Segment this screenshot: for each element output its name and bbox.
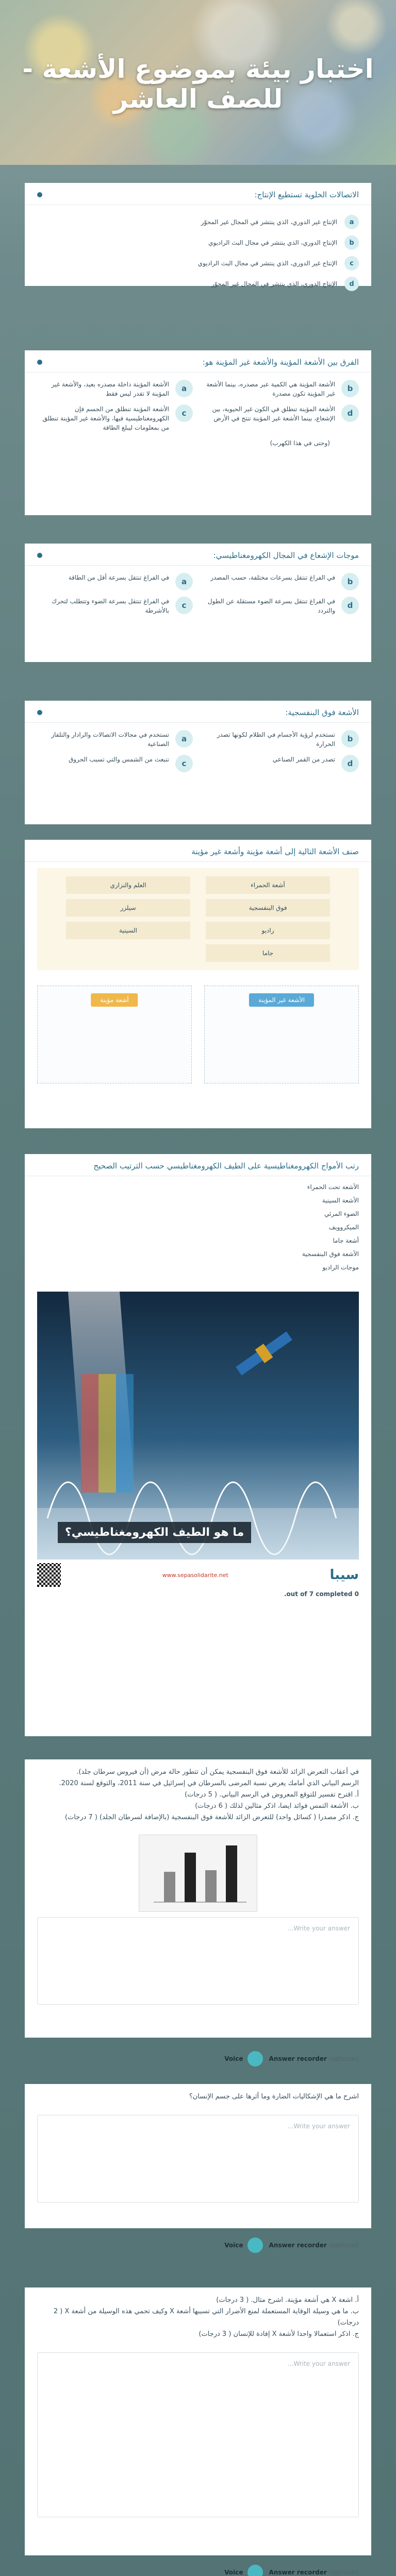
- option-letter: b: [344, 235, 359, 250]
- option-text: الأشعة المؤينة تنطلق في الكون غير الحيوية، بين الإشعاع، بينما الأشعة غير المؤينة تنتج في الأرض: [212, 405, 335, 422]
- option-letter: c: [175, 597, 193, 614]
- order-item[interactable]: أشعة جاما: [333, 1237, 359, 1244]
- question-title: [25, 544, 371, 566]
- order-card: [25, 1154, 371, 1736]
- option-text: الأشعة المؤينة داخلة مصدره بعيد، والأشعة غير المؤينة لا تقدر ليس فقط: [51, 381, 169, 397]
- option-letter: d: [341, 404, 359, 422]
- classify-card: [25, 840, 371, 1128]
- question-card-3: [25, 544, 371, 662]
- option-letter: a: [175, 380, 193, 397]
- question-text: موجات الإشعاع في المجال الكهرومغناطيسي:: [213, 551, 359, 560]
- option-letter: b: [341, 573, 359, 590]
- order-item[interactable]: الأشعة السينية: [322, 1197, 359, 1204]
- recorder-optional: (optional): [329, 2055, 359, 2062]
- question-text: [25, 1759, 371, 1831]
- video-player[interactable]: [37, 1292, 359, 1560]
- drag-item[interactable]: أشعة الحمراء: [206, 876, 330, 894]
- bullet-icon: [37, 192, 42, 197]
- question-title: [25, 840, 371, 862]
- order-list: [25, 1176, 371, 1284]
- voice-label: Voice: [224, 2569, 243, 2576]
- answer-placeholder: Write your answer...: [287, 2360, 350, 2367]
- option-b[interactable]: [203, 730, 359, 749]
- options-grid: [25, 372, 371, 439]
- option-letter: b: [341, 730, 359, 748]
- option-b[interactable]: [37, 234, 359, 251]
- answer-textarea[interactable]: [37, 2352, 359, 2517]
- question-card-2: [25, 350, 371, 515]
- drop-bins: [25, 976, 371, 1093]
- question-paragraph: أ. اقترح تفسير للتوقع المعروض في الرسم البياني. ( 5 درجات): [185, 1791, 359, 1799]
- brand-logo: سيبا: [329, 1567, 359, 1583]
- option-a[interactable]: [37, 380, 193, 398]
- option-letter: d: [344, 277, 359, 291]
- option-text: الإنتاج غير الدوري، الذي ينتشر في المجال غير المحوّر: [201, 218, 337, 226]
- option-c[interactable]: [37, 597, 193, 615]
- option-letter: b: [341, 380, 359, 397]
- graph-bar: [164, 1872, 175, 1902]
- question-text: الفرق بين الأشعة المؤينة والأشعة غير المؤينة هو:: [202, 358, 359, 367]
- recorder-label-text: Answer recorder: [269, 2242, 327, 2249]
- voice-label: Voice: [224, 2055, 243, 2062]
- brand-url[interactable]: www.sepasolidarite.net: [162, 1571, 228, 1579]
- voice-button[interactable]: [224, 2565, 262, 2576]
- bullet-icon: [37, 710, 42, 715]
- answer-recorder: [25, 2563, 371, 2576]
- bar-graph: [139, 1835, 257, 1912]
- question-text: الأشعة فوق البنفسجية:: [285, 708, 359, 717]
- question-text: رتب الأمواج الكهرومغناطيسية على الطيف الكهرومغناطيسي حسب الترتيب الصحيح: [93, 1161, 359, 1171]
- hero-banner: [0, 0, 396, 165]
- video-caption: ما هو الطيف الكهرومغناطيسي؟: [58, 1522, 251, 1543]
- answer-recorder: [25, 2236, 371, 2255]
- open-question-3: [25, 2287, 371, 2555]
- drag-item[interactable]: سيلزر: [66, 899, 190, 917]
- bin-label: أشعة مؤينة: [91, 993, 138, 1007]
- drag-item[interactable]: فوق البنفسجية: [206, 899, 330, 917]
- option-text: الأشعة المؤينة تنطلق من الجسم فإن الكهرومغناطيسية فيها، والأشعة غير المؤينة تنطلق من بمعلومات ليبلغ الطاقة: [42, 405, 169, 431]
- option-letter: a: [175, 573, 193, 590]
- option-b[interactable]: [203, 380, 359, 398]
- option-text: الإنتاج الدوري، الذي ينتشر في المجال غير المحوّر: [211, 280, 337, 287]
- options-grid: [25, 566, 371, 622]
- order-item[interactable]: الميكروويف: [328, 1224, 359, 1231]
- option-a[interactable]: [37, 730, 193, 749]
- voice-button[interactable]: [224, 2238, 262, 2253]
- option-letter: a: [344, 215, 359, 229]
- answer-recorder: [25, 2049, 371, 2068]
- drag-item[interactable]: العلم والنزاري: [66, 876, 190, 894]
- option-letter: c: [175, 404, 193, 422]
- bullet-icon: [37, 360, 42, 365]
- option-text: في الفراغ تنتقل بسرعة الضوء مستقلة عن الطول والتردد: [207, 598, 335, 614]
- question-title: [25, 350, 371, 372]
- question-paragraph: ب. ما هي وسيلة الوقاية المستعملة لمنع الأضرار التي تسببها أشعة X وكيف تحمي هذه الوسيلة من أشعة X ( 2 درجات): [53, 2308, 359, 2327]
- open-question-2: [25, 2084, 371, 2228]
- option-note: (وحتى في هذا الكهرب): [270, 439, 330, 447]
- question-card-4: [25, 701, 371, 824]
- microphone-icon: [248, 2051, 263, 2066]
- question-paragraph: اشرح ما هي الإشكاليات الضارة وما أثرها على جسم الإنسان؟: [189, 2093, 359, 2100]
- answer-placeholder: Write your answer...: [287, 1925, 350, 1932]
- graph-bar: [185, 1853, 196, 1902]
- option-a[interactable]: [37, 573, 193, 590]
- recorder-label: [269, 2242, 359, 2249]
- option-d[interactable]: [203, 755, 359, 772]
- option-letter: c: [175, 755, 193, 772]
- graph-bar: [205, 1870, 217, 1902]
- qr-code-icon: [37, 1563, 61, 1587]
- microphone-icon: [248, 2238, 263, 2253]
- drag-item[interactable]: راديو: [206, 922, 330, 939]
- spectrum-illustration: [37, 1292, 359, 1560]
- drop-bin-ionizing[interactable]: [37, 986, 192, 1083]
- option-letter: d: [341, 597, 359, 614]
- option-text: في الفراغ تنتقل بسرعات مختلفة، حسب المصدر: [210, 574, 335, 581]
- progress-text: 0 out of 7 completed.: [284, 1590, 359, 1598]
- question-title: [25, 701, 371, 723]
- recorder-label-text: Answer recorder: [269, 2569, 327, 2576]
- option-text: تستخدم في مجالات الاتصالات والرادار والتلفاز الصناعية: [51, 731, 169, 748]
- option-text: تصدر من القمر الصناعي: [272, 756, 335, 763]
- open-question-1: [25, 1759, 371, 2038]
- question-text: [25, 2287, 371, 2347]
- page-title: اختبار بيئة بموضوع الأشعة - للصف العاشر: [22, 54, 374, 114]
- question-paragraph: في أعقاب التعرض الزائد للأشعة فوق البنفسجية يمكن أن تتطور حالة مرض (أن فيروس سرطان جلد).: [76, 1768, 359, 1776]
- option-a[interactable]: [37, 213, 359, 231]
- graph-bar: [226, 1845, 237, 1902]
- option-letter: d: [341, 755, 359, 772]
- microphone-icon: [248, 2565, 263, 2576]
- drop-bin-nonionizing[interactable]: [204, 986, 359, 1083]
- options-grid: [25, 723, 371, 779]
- question-card-1: [25, 183, 371, 286]
- option-c[interactable]: [37, 255, 359, 272]
- bar-graph-svg: [138, 1835, 257, 1912]
- drag-item[interactable]: جاما: [206, 944, 330, 962]
- recorder-optional: (optional): [329, 2242, 359, 2249]
- option-d[interactable]: [203, 404, 359, 432]
- option-letter: c: [344, 256, 359, 270]
- order-item[interactable]: الضوء المرئي: [324, 1210, 359, 1217]
- order-item[interactable]: الأشعة فوق البنفسجية: [302, 1250, 359, 1258]
- question-paragraph: ب. الأشعة التمس فوائد ايضا، اذكر مثالين لذلك ( 6 درجات): [195, 1802, 359, 1810]
- question-title: [25, 1154, 371, 1176]
- options-list: [25, 205, 371, 301]
- answer-textarea[interactable]: [37, 2115, 359, 2202]
- option-c[interactable]: [37, 404, 193, 432]
- order-item[interactable]: الأشعة تحت الحمراء: [307, 1183, 359, 1191]
- video-brand-bar: [25, 1560, 371, 1590]
- question-text: الاتصالات الخلوية تستطيع الإنتاج:: [254, 190, 359, 199]
- recorder-label-text: Answer recorder: [269, 2055, 327, 2062]
- option-text: الإنتاج غير الدوري، الذي ينتشر في مجال البث الراديوي: [197, 260, 337, 267]
- recorder-label: [269, 2055, 359, 2062]
- recorder-label: [269, 2569, 359, 2576]
- voice-button[interactable]: [224, 2051, 262, 2066]
- question-title: [25, 183, 371, 205]
- recorder-optional: (optional): [329, 2569, 359, 2576]
- question-paragraph: ج. اذكر مصدرا ( كسائل واحد) للتعرض الزائد للأشعة فوق البنفسجية (بالإضافة لسرطان الجلد) ( 7 درجات): [64, 1814, 359, 1821]
- question-text: [25, 2084, 371, 2110]
- question-paragraph: الرسم البياني الذي أمامك يعرض نسبة المرضى بالسرطان في إسرائيل في سنة 2011، والتوقع لسنة 2020.: [59, 1780, 359, 1787]
- option-text: تستخدم لرؤية الأجسام في الظلام لكونها تصدر الحرارة: [217, 731, 335, 748]
- bin-label: الأشعة غير المؤينة: [249, 993, 314, 1007]
- answer-textarea[interactable]: [37, 1917, 359, 2005]
- question-paragraph: ج. اذكر استعمالا واحدا لأشعة X إفادة للإنسان ( 3 درجات): [199, 2330, 359, 2338]
- option-text: تنبعث من الشمس والتي تسبب الحروق: [68, 756, 169, 763]
- option-text: في الفراغ تنتقل بسرعة الضوء وتتطلب لتحرك بالأشرطة: [52, 598, 169, 614]
- option-text: الأشعة المؤينة هي الكمية عبر مصدره، بينما الأشعة غير المؤينة تكون مصدرة: [206, 381, 335, 397]
- option-c[interactable]: [37, 755, 193, 772]
- drag-item[interactable]: السينية: [66, 922, 190, 939]
- option-text: في الفراغ تنتقل بسرعة أقل من الطاقة: [68, 574, 169, 581]
- option-letter: a: [175, 730, 193, 748]
- answer-placeholder: Write your answer...: [287, 2123, 350, 2130]
- drag-items: [37, 868, 359, 970]
- option-text: الإنتاج الدوري، الذي ينتشر في مجال البث الراديوي: [208, 239, 337, 246]
- question-text: صنف الأشعة التالية إلى أشعة مؤينة وأشعة غير مؤينة: [191, 847, 359, 856]
- voice-label: Voice: [224, 2242, 243, 2249]
- order-item[interactable]: موجات الراديو: [322, 1264, 359, 1271]
- question-paragraph: أ. اشعة X هي أشعة مؤينة. اشرح مثال. ( 3 درجات): [216, 2296, 359, 2304]
- option-d[interactable]: [203, 597, 359, 615]
- option-b[interactable]: [203, 573, 359, 590]
- option-d[interactable]: [37, 275, 359, 293]
- bullet-icon: [37, 553, 42, 558]
